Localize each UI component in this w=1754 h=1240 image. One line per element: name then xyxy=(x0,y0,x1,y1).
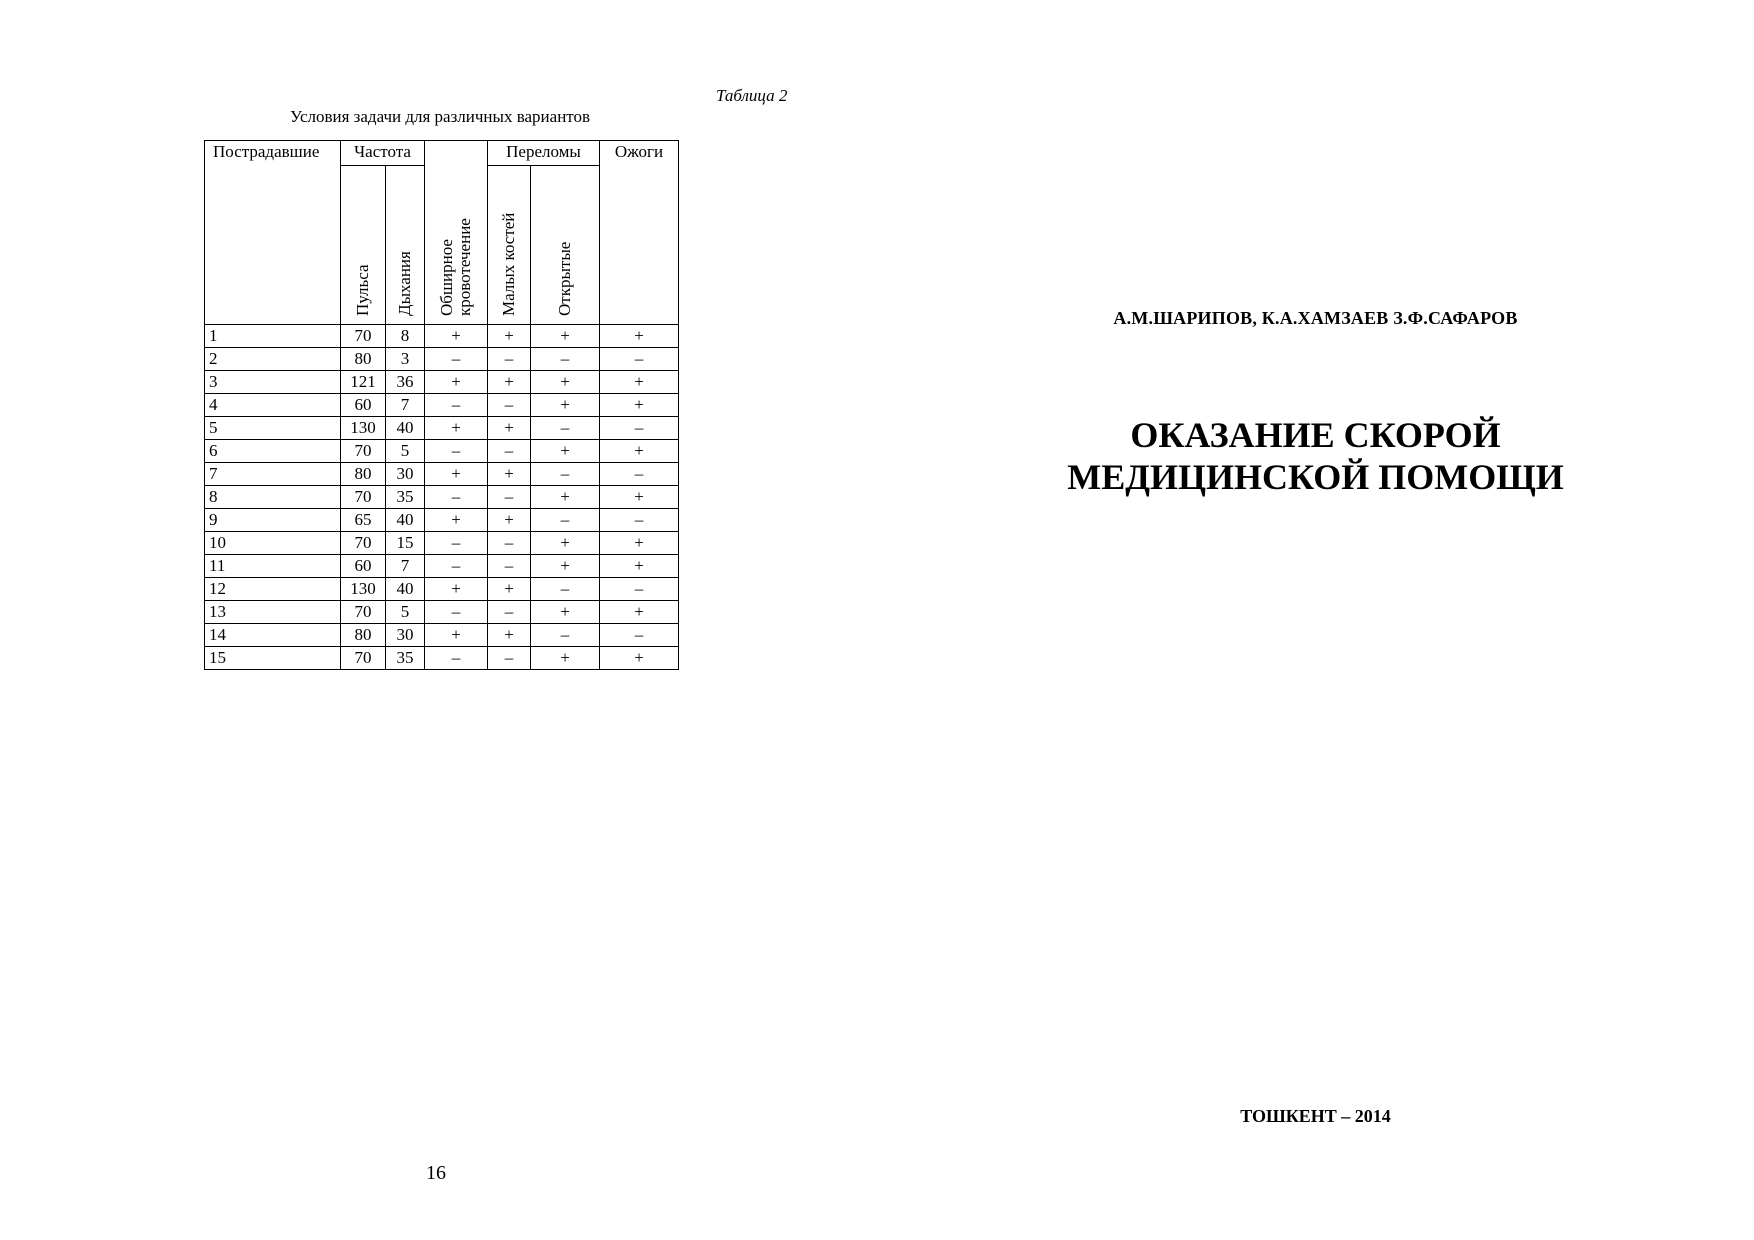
cell-bleeding: – xyxy=(425,486,488,509)
cell-small-bones: + xyxy=(488,624,531,647)
cell-pulse: 80 xyxy=(341,624,386,647)
imprint: ТОШКЕНТ – 2014 xyxy=(1240,1106,1391,1126)
table-body xyxy=(205,325,679,670)
authors: А.М.ШАРИПОВ, К.А.ХАМЗАЕВ З.Ф.САФАРОВ xyxy=(1113,308,1518,328)
cell-open: – xyxy=(531,578,600,601)
cell-pulse: 70 xyxy=(341,486,386,509)
cell-breath: 7 xyxy=(386,555,425,578)
cell-small-bones: + xyxy=(488,578,531,601)
cell-burns: + xyxy=(600,486,679,509)
cell-burns: + xyxy=(600,371,679,394)
cell-victim: 9 xyxy=(205,509,341,532)
cell-bleeding: + xyxy=(425,578,488,601)
table-row xyxy=(205,578,679,601)
right-page xyxy=(877,0,1754,1240)
cell-breath: 40 xyxy=(386,578,425,601)
cell-bleeding: – xyxy=(425,555,488,578)
book-title xyxy=(877,414,1754,498)
cell-breath: 7 xyxy=(386,394,425,417)
header-row-top xyxy=(205,141,679,166)
cell-open: – xyxy=(531,509,600,532)
cell-pulse: 65 xyxy=(341,509,386,532)
table-row xyxy=(205,325,679,348)
cell-victim: 3 xyxy=(205,371,341,394)
cell-bleeding: – xyxy=(425,348,488,371)
cell-victim: 13 xyxy=(205,601,341,624)
cell-pulse: 70 xyxy=(341,532,386,555)
book-title-line-1: ОКАЗАНИЕ СКОРОЙ xyxy=(1130,415,1501,455)
cell-open: – xyxy=(531,624,600,647)
cell-open: + xyxy=(531,486,600,509)
cell-small-bones: + xyxy=(488,463,531,486)
header-victims: Пострадавшие xyxy=(205,141,341,325)
cell-pulse: 70 xyxy=(341,601,386,624)
cell-bleeding: – xyxy=(425,394,488,417)
header-bleeding-text: Обширное кровотечение xyxy=(437,218,474,316)
cell-pulse: 70 xyxy=(341,647,386,670)
cell-open: + xyxy=(531,532,600,555)
cell-pulse: 60 xyxy=(341,394,386,417)
cell-small-bones: + xyxy=(488,417,531,440)
cell-victim: 14 xyxy=(205,624,341,647)
cell-open: + xyxy=(531,601,600,624)
cell-bleeding: – xyxy=(425,601,488,624)
table-row xyxy=(205,555,679,578)
cell-breath: 40 xyxy=(386,417,425,440)
cell-open: + xyxy=(531,555,600,578)
table-row xyxy=(205,417,679,440)
cell-pulse: 121 xyxy=(341,371,386,394)
cell-small-bones: – xyxy=(488,440,531,463)
cell-burns: + xyxy=(600,647,679,670)
header-small-bones-text: Малых костей xyxy=(499,212,518,316)
cell-bleeding: – xyxy=(425,440,488,463)
table-row xyxy=(205,394,679,417)
header-pulse-text: Пульса xyxy=(353,264,372,316)
cell-bleeding: + xyxy=(425,371,488,394)
header-frequency: Частота xyxy=(341,141,425,166)
cell-small-bones: – xyxy=(488,348,531,371)
cell-pulse: 80 xyxy=(341,463,386,486)
cell-breath: 5 xyxy=(386,440,425,463)
cell-breath: 35 xyxy=(386,647,425,670)
cell-bleeding: – xyxy=(425,532,488,555)
cell-breath: 15 xyxy=(386,532,425,555)
cell-open: – xyxy=(531,417,600,440)
table-row xyxy=(205,348,679,371)
cell-pulse: 70 xyxy=(341,325,386,348)
cell-victim: 1 xyxy=(205,325,341,348)
cell-open: + xyxy=(531,647,600,670)
cell-burns: – xyxy=(600,578,679,601)
table-row xyxy=(205,532,679,555)
cell-victim: 12 xyxy=(205,578,341,601)
header-pulse xyxy=(341,166,386,325)
header-breathing-text: Дыхания xyxy=(395,251,414,316)
cell-victim: 7 xyxy=(205,463,341,486)
table-row xyxy=(205,440,679,463)
cell-small-bones: – xyxy=(488,555,531,578)
cell-open: + xyxy=(531,440,600,463)
cell-pulse: 70 xyxy=(341,440,386,463)
cell-burns: + xyxy=(600,555,679,578)
header-burns: Ожоги xyxy=(600,141,679,325)
cell-burns: – xyxy=(600,417,679,440)
cell-open: – xyxy=(531,348,600,371)
cell-breath: 3 xyxy=(386,348,425,371)
table-row xyxy=(205,486,679,509)
table-caption: Условия задачи для различных вариантов xyxy=(289,107,591,126)
cell-breath: 5 xyxy=(386,601,425,624)
cell-burns: – xyxy=(600,509,679,532)
header-bleeding xyxy=(425,141,488,325)
cell-burns: – xyxy=(600,463,679,486)
cell-breath: 40 xyxy=(386,509,425,532)
variants-table xyxy=(204,140,679,670)
cell-burns: + xyxy=(600,394,679,417)
cell-victim: 11 xyxy=(205,555,341,578)
table-row xyxy=(205,647,679,670)
cell-bleeding: + xyxy=(425,417,488,440)
cell-breath: 35 xyxy=(386,486,425,509)
cell-small-bones: – xyxy=(488,394,531,417)
cell-pulse: 60 xyxy=(341,555,386,578)
cell-victim: 5 xyxy=(205,417,341,440)
cell-victim: 6 xyxy=(205,440,341,463)
cell-burns: – xyxy=(600,348,679,371)
header-small-bones xyxy=(488,166,531,325)
cell-open: + xyxy=(531,325,600,348)
cell-bleeding: + xyxy=(425,325,488,348)
table-row xyxy=(205,371,679,394)
cell-victim: 8 xyxy=(205,486,341,509)
cell-victim: 4 xyxy=(205,394,341,417)
header-fractures: Переломы xyxy=(488,141,600,166)
cell-burns: + xyxy=(600,601,679,624)
cell-burns: + xyxy=(600,440,679,463)
cell-small-bones: – xyxy=(488,532,531,555)
cell-bleeding: + xyxy=(425,463,488,486)
cell-breath: 36 xyxy=(386,371,425,394)
book-title-line-2: МЕДИЦИНСКОЙ ПОМОЩИ xyxy=(1067,457,1564,497)
cell-bleeding: + xyxy=(425,509,488,532)
table-label: Таблица 2 xyxy=(716,86,788,105)
cell-breath: 8 xyxy=(386,325,425,348)
cell-small-bones: – xyxy=(488,486,531,509)
table-row xyxy=(205,509,679,532)
header-open-text: Открытые xyxy=(555,241,574,316)
cell-pulse: 130 xyxy=(341,578,386,601)
page-number: 16 xyxy=(426,1162,446,1184)
cell-open: – xyxy=(531,463,600,486)
cell-small-bones: + xyxy=(488,325,531,348)
header-breathing xyxy=(386,166,425,325)
cell-small-bones: – xyxy=(488,647,531,670)
cell-open: + xyxy=(531,394,600,417)
table-row xyxy=(205,463,679,486)
cell-bleeding: – xyxy=(425,647,488,670)
cell-victim: 10 xyxy=(205,532,341,555)
table-row xyxy=(205,624,679,647)
cell-small-bones: – xyxy=(488,601,531,624)
header-open xyxy=(531,166,600,325)
cell-breath: 30 xyxy=(386,624,425,647)
cell-pulse: 80 xyxy=(341,348,386,371)
cell-burns: + xyxy=(600,325,679,348)
cell-small-bones: + xyxy=(488,371,531,394)
cell-small-bones: + xyxy=(488,509,531,532)
cell-open: + xyxy=(531,371,600,394)
table-row xyxy=(205,601,679,624)
cell-burns: + xyxy=(600,532,679,555)
cell-burns: – xyxy=(600,624,679,647)
cell-breath: 30 xyxy=(386,463,425,486)
cell-pulse: 130 xyxy=(341,417,386,440)
cell-bleeding: + xyxy=(425,624,488,647)
cell-victim: 15 xyxy=(205,647,341,670)
cell-victim: 2 xyxy=(205,348,341,371)
